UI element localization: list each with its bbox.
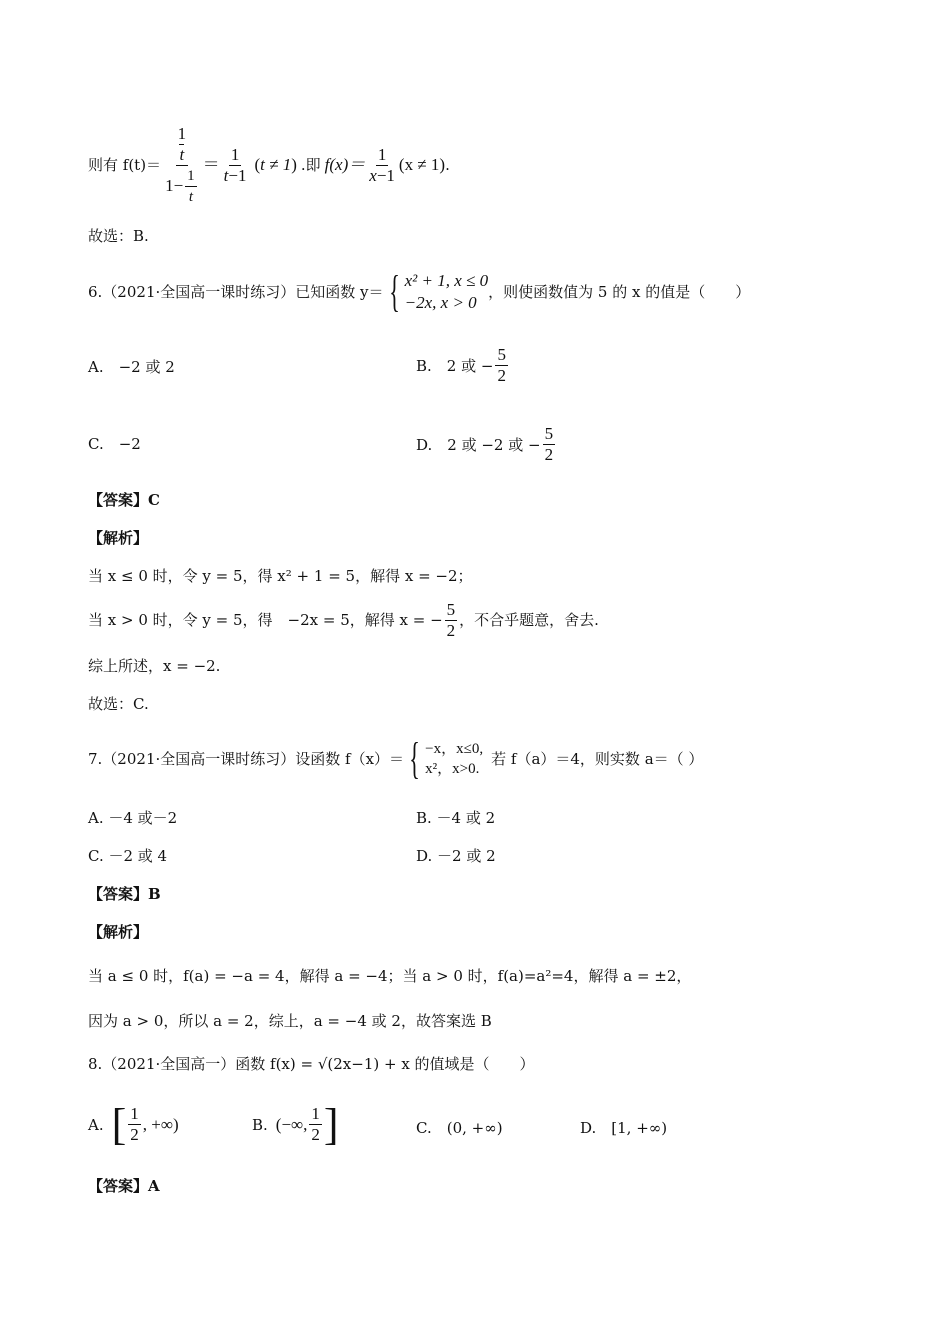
ft-prefix: 则有 f(t)＝ — [88, 156, 162, 174]
choice-b-line: 故选：B. — [88, 227, 149, 245]
q6-stem-prefix: 6.（2021·全国高一课时练习）已知函数 y＝ — [88, 283, 384, 301]
q6-solution-4: 故选：C. — [88, 695, 149, 713]
q7-case-1: −x，x≤0, — [425, 741, 484, 757]
q6-case-1: x² + 1, x ≤ 0 — [404, 271, 489, 290]
q8-option-a-rest: , +∞) — [142, 1114, 179, 1134]
ft-simple-fraction: $\frac{1}{t-1}$ — [223, 144, 247, 185]
q8-option-b-mid: (−∞, — [275, 1114, 308, 1134]
q7-stem-suffix: 若 f（a）＝4，则实数 a＝（ ） — [491, 750, 704, 768]
q7-cases — [425, 739, 483, 779]
q6-option-a: A. −2 或 2 — [88, 358, 175, 376]
q6-solution-2-frac: $\frac{5}{2}$ — [446, 599, 456, 640]
q7-case-2: x²，x>0. — [425, 761, 480, 777]
q6-solution-3: 综上所述，x = −2. — [88, 657, 221, 675]
q6-cases — [405, 270, 489, 314]
q6-solution-1: 当 x ≤ 0 时，令 y = 5，得 x² + 1 = 5，解得 x = −2； — [88, 567, 473, 585]
ft-num-t: t — [179, 144, 185, 164]
q8-option-b-label: B. — [252, 1115, 268, 1134]
fx-label: f(x)＝ — [324, 155, 366, 174]
q8-option-d: D. [1, +∞) — [580, 1119, 668, 1137]
q6-analysis-heading: 【解析】 — [88, 529, 149, 547]
q7-option-a: A. －4 或－2 — [88, 809, 178, 827]
fx-condition: (x ≠ 1) — [398, 155, 446, 174]
q7-brace: { — [409, 734, 420, 783]
q6-answer: 【答案】C — [88, 491, 160, 509]
q7-solution-1: 当 a ≤ 0 时，f(a) = −a = 4，解得 a = −4；当 a > 0 时，f(a)=a²=4，解得 a = ±2， — [88, 967, 692, 985]
q6-option-b-frac: $\frac{5}{2}$ — [497, 345, 506, 385]
ft-eq: ＝ — [202, 155, 220, 174]
q7-option-d: D. －2 或 2 — [416, 847, 496, 865]
q6-option-d-frac: $\frac{5}{2}$ — [544, 424, 554, 464]
q8-stem: 8.（2021·全国高一）函数 f(x) = √(2x−1) + x 的值域是（ ） — [88, 1055, 535, 1073]
q6-stem — [88, 262, 750, 322]
q7-option-b: B. －4 或 2 — [416, 809, 496, 827]
ft-condition: (t ≠ 1) — [254, 155, 297, 174]
q6-solution-2 — [88, 598, 599, 642]
fx-fraction: $\frac{1}{x-1}$ — [369, 144, 395, 185]
q6-case-2: −2x, x > 0 — [404, 293, 477, 312]
q7-option-c: C. －2 或 4 — [88, 847, 168, 865]
q8-option-a-label: A. — [88, 1115, 104, 1134]
ft-expression-line — [88, 120, 450, 210]
q6-option-c: C. −2 — [88, 435, 141, 453]
q6-solution-2-post: ，不合乎题意，舍去. — [459, 611, 599, 629]
q7-analysis-heading: 【解析】 — [88, 923, 149, 941]
q8-option-b — [252, 1099, 339, 1149]
q6-option-d-text: D. 2 或 −2 或 − — [416, 435, 541, 454]
q7-solution-2: 因为 a > 0，所以 a = 2，综上，a = −4 或 2，故答案选 B — [88, 1012, 492, 1030]
q6-option-b-text: B. 2 或 − — [416, 356, 494, 375]
q8-option-a-frac: $\frac{1}{2}$ — [130, 1104, 139, 1144]
q7-answer: 【答案】B — [88, 885, 161, 903]
q6-stem-suffix: ，则使函数值为 5 的 x 的值是（ ） — [488, 283, 751, 301]
q8-option-c: C. (0, +∞) — [416, 1119, 503, 1137]
q6-option-d — [416, 424, 557, 465]
ft-mid: .即 — [300, 156, 321, 174]
q6-option-b — [416, 345, 510, 386]
ft-complex-fraction: 1 t 1− $\frac{1}{t}$ — [165, 123, 195, 205]
q8-option-a — [88, 1099, 179, 1149]
q7-stem — [88, 734, 703, 784]
ft-num-one: 1 — [177, 123, 187, 143]
q8-answer: 【答案】A — [88, 1177, 160, 1195]
q8-option-a-lbracket: [ — [111, 1099, 127, 1149]
q8-option-b-rbracket: ] — [323, 1099, 339, 1149]
q7-stem-prefix: 7.（2021·全国高一课时练习）设函数 f（x）＝ — [88, 750, 405, 768]
fx-end: . — [445, 156, 450, 174]
q6-brace: { — [388, 267, 400, 316]
q6-solution-2-pre: 当 x > 0 时，令 y = 5，得 −2x = 5，解得 x = − — [88, 611, 443, 629]
q8-option-b-frac: $\frac{1}{2}$ — [311, 1104, 320, 1144]
